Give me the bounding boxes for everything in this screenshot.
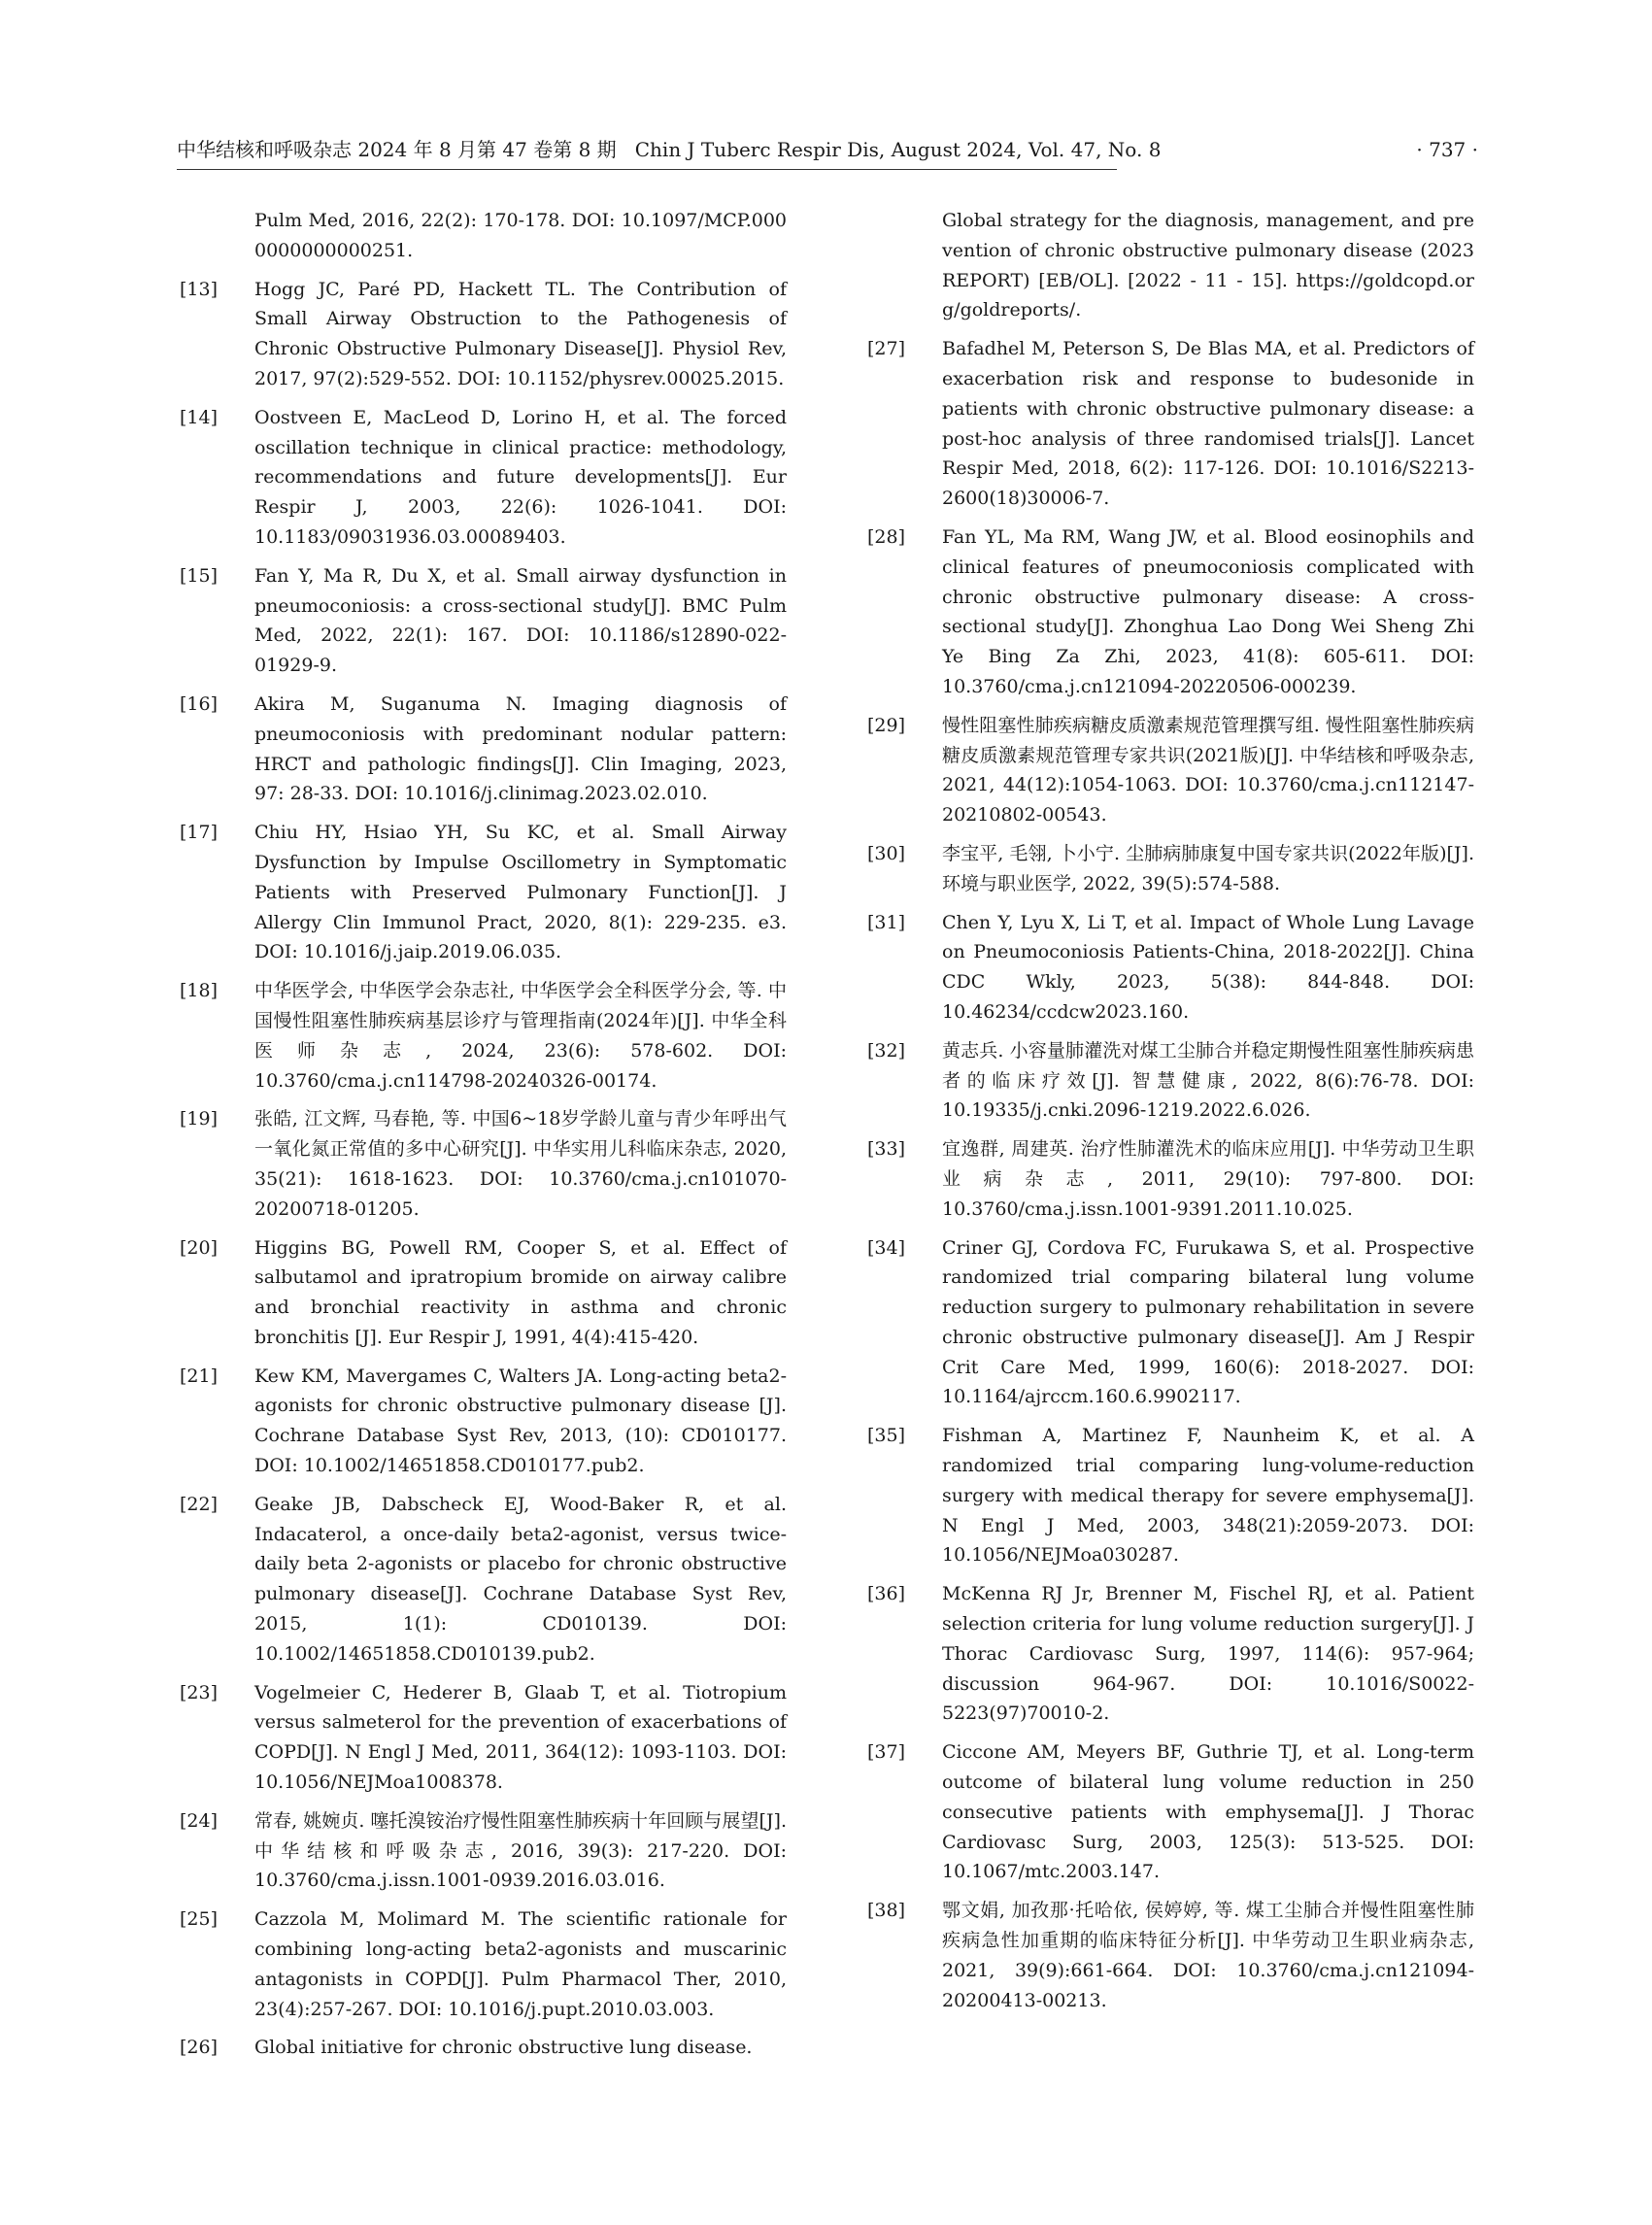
reference-21 <box>180 1362 787 1481</box>
reference-text: 张皓, 江文辉, 马春艳, 等. 中国6~18岁学龄儿童与青少年呼出气一氧化氮正常值的多中心研究[J]. 中华实用儿科临床杂志, 2020, 35(21): 1618-1623. DOI: 10.3760/cma.j.cn101070-20200718-01205. <box>254 1108 787 1220</box>
reference-26 <box>180 2033 787 2063</box>
reference-text: Fan YL, Ma RM, Wang JW, et al. Blood eosinophils and clinical features of pneumoconiosis complicated with chronic obstructive pulmonary disease: A cross-sectional study[J]. Zhonghua Lao Dong Wei Sheng Zhi Ye Bing Za Zhi, 2023, 41(8): 605-611. DOI: 10.3760/cma.j.cn121094-20220506-000239. <box>942 525 1474 697</box>
reference-text: 慢性阻塞性肺疾病糖皮质激素规范管理撰写组. 慢性阻塞性肺疾病糖皮质激素规范管理专家共识(2021版)[J]. 中华结核和呼吸杂志, 2021, 44(12):1054-1063. DOI: 10.3760/cma.j.cn112147-20210802-00543. <box>942 714 1474 826</box>
reference-number: [33] <box>867 1138 906 1161</box>
reference-number: [35] <box>867 1425 906 1447</box>
reference-number: [38] <box>867 1900 906 1922</box>
reference-30 <box>867 839 1474 899</box>
header-rule <box>177 169 1117 170</box>
reference-number: [25] <box>180 1908 219 1931</box>
reference-text: 李宝平, 毛翎, 卜小宁. 尘肺病肺康复中国专家共识(2022年版)[J]. 环境与职业医学, 2022, 39(5):574-588. <box>942 842 1474 894</box>
reference-text: Fan Y, Ma R, Du X, et al. Small airway dysfunction in pneumoconiosis: a cross-sectional study[J]. BMC Pulm Med, 2022, 22(1): 167. DOI: 10.1186/s12890-022-01929-9. <box>254 564 787 677</box>
reference-34 <box>867 1233 1474 1413</box>
left-column <box>180 206 787 2072</box>
reference-number: [13] <box>180 278 219 300</box>
reference-text: 鄂文娟, 加孜那·托哈依, 侯婷婷, 等. 煤工尘肺合并慢性阻塞性肺疾病急性加重期的临床特征分析[J]. 中华劳动卫生职业病杂志, 2021, 39(9):661-664. DOI: 10.3760/cma.j.cn121094-20200413-00213. <box>942 1900 1474 2011</box>
reference-continuation: Pulm Med, 2016, 22(2): 170-178. DOI: 10.1097/MCP.0000000000000251. <box>254 210 787 261</box>
reference-number: [17] <box>180 822 219 844</box>
reference-number: [19] <box>180 1108 219 1130</box>
reference-38 <box>867 1896 1474 2015</box>
reference-number: [36] <box>867 1583 906 1605</box>
reference-number: [14] <box>180 406 219 428</box>
reference-25 <box>180 1905 787 2024</box>
reference-number: [27] <box>867 338 906 360</box>
right-column <box>867 206 1474 2024</box>
reference-24 <box>180 1806 787 1896</box>
reference-text: Bafadhel M, Peterson S, De Blas MA, et al. Predictors of exacerbation risk and response to budesonide in patients with chronic obstructive pulmonary disease: a post-hoc analysis of three randomised trials[J]. Lancet Respir Med, 2018, 6(2): 117-126. DOI: 10.1016/S2213-2600(18)30006-7. <box>942 338 1474 510</box>
reference-number: [21] <box>180 1365 219 1387</box>
reference-number: [31] <box>867 911 906 933</box>
reference-22 <box>180 1490 787 1669</box>
reference-text: Fishman A, Martinez F, Naunheim K, et al. A randomized trial comparing lung-volume-reduction surgery with medical therapy for severe emphysema[J]. N Engl J Med, 2003, 348(21):2059-2073. DOI: 10.1056/NEJMoa030287. <box>942 1425 1474 1567</box>
journal-title-en: Chin J Tuberc Respir Dis, August 2024, Vol. 47, No. 8 <box>634 138 1162 161</box>
reference-text: 中华医学会, 中华医学会杂志社, 中华医学会全科医学分会, 等. 中国慢性阻塞性肺疾病基层诊疗与管理指南(2024年)[J]. 中华全科医师杂志, 2024, 23(6): 578-602. DOI: 10.3760/cma.j.cn114798-20240326-00174. <box>254 980 787 1092</box>
reference-17 <box>180 818 787 967</box>
reference-33 <box>867 1134 1474 1224</box>
reference-text: Geake JB, Dabscheck EJ, Wood-Baker R, et al. Indacaterol, a once-daily beta2-agonist, versus twice-daily beta 2-agonists or placebo for chronic obstructive pulmonary disease[J]. Cochrane Database Syst Rev, 2015, 1(1): CD010139. DOI: 10.1002/14651858.CD010139.pub2. <box>254 1493 787 1665</box>
reference-number: [16] <box>180 692 219 715</box>
reference-13 <box>180 275 787 394</box>
reference-number: [18] <box>180 980 219 1002</box>
reference-text: Ciccone AM, Meyers BF, Guthrie TJ, et al. Long-term outcome of bilateral lung volume reduction in 250 consecutive patients with emphysema[J]. J Thorac Cardiovasc Surg, 2003, 125(3): 513-525. DOI: 10.1067/mtc.2003.147. <box>942 1741 1474 1883</box>
reference-text: Chiu HY, Hsiao YH, Su KC, et al. Small Airway Dysfunction by Impulse Oscillometry in Symptomatic Patients with Preserved Pulmonary Function[J]. J Allergy Clin Immunol Pract, 2020, 8(1): 229-235. e3. DOI: 10.1016/j.jaip.2019.06.035. <box>254 822 787 963</box>
reference-number: [23] <box>180 1681 219 1703</box>
reference-continuation: Global strategy for the diagnosis, management, and prevention of chronic obstructive pulmonary disease (2023 REPORT) [EB/OL]. [2022 - 11 - 15]. https://goldcopd.org/goldreports/. <box>942 210 1474 321</box>
reference-text: Higgins BG, Powell RM, Cooper S, et al. Effect of salbutamol and ipratropium bromide on airway calibre and bronchial reactivity in asthma and chronic bronchitis [J]. Eur Respir J, 1991, 4(4):415-420. <box>254 1236 787 1348</box>
reference-number: [22] <box>180 1493 219 1515</box>
reference-number: [15] <box>180 564 219 587</box>
reference-text: 宜逸群, 周建英. 治疗性肺灌洗术的临床应用[J]. 中华劳动卫生职业病杂志, 2011, 29(10): 797-800. DOI: 10.3760/cma.j.issn.1001-9391.2011.10.025. <box>942 1138 1474 1220</box>
reference-36 <box>867 1579 1474 1729</box>
reference-number: [20] <box>180 1236 219 1259</box>
reference-number: [28] <box>867 525 906 548</box>
reference-text: Kew KM, Mavergames C, Walters JA. Long-acting beta2-agonists for chronic obstructive pulmonary disease [J]. Cochrane Database Syst Rev, 2013, (10): CD010177. DOI: 10.1002/14651858.CD010177.pub2. <box>254 1365 787 1477</box>
reference-29 <box>867 711 1474 830</box>
reference-number: [34] <box>867 1236 906 1259</box>
reference-text: Global initiative for chronic obstructive lung disease. <box>254 2037 753 2059</box>
reference-37 <box>867 1737 1474 1887</box>
reference-text: Criner GJ, Cordova FC, Furukawa S, et al. Prospective randomized trial comparing bilateral lung volume reduction surgery to pulmonary rehabilitation in severe chronic obstructive pulmonary disease[J]. Am J Respir Crit Care Med, 1999, 160(6): 2018-2027. DOI: 10.1164/ajrccm.160.6.9902117. <box>942 1236 1474 1408</box>
reference-number: [37] <box>867 1741 906 1764</box>
reference-text: Hogg JC, Paré PD, Hackett TL. The Contribution of Small Airway Obstruction to the Pathogenesis of Chronic Obstructive Pulmonary Disease[J]. Physiol Rev, 2017, 97(2):529-552. DOI: 10.1152/physrev.00025.2015. <box>254 278 787 389</box>
reference-text: Cazzola M, Molimard M. The scientific rationale for combining long-acting beta2-agonists and muscarinic antagonists in COPD[J]. Pulm Pharmacol Ther, 2010, 23(4):257-267. DOI: 10.1016/j.pupt.2010.03.003. <box>254 1908 787 2020</box>
reference-27 <box>867 334 1474 514</box>
journal-title-cn: 中华结核和呼吸杂志 2024 年 8 月第 47 卷第 8 期 <box>177 138 617 161</box>
reference-text: Oostveen E, MacLeod D, Lorino H, et al. The forced oscillation technique in clinical practice: methodology, recommendations and future developments[J]. Eur Respir J, 2003, 22(6): 1026-1041. DOI: 10.1183/09031936.03.00089403. <box>254 406 787 548</box>
reference-number: [24] <box>180 1809 219 1832</box>
reference-text: 常春, 姚婉贞. 噻托溴铵治疗慢性阻塞性肺疾病十年回顾与展望[J]. 中华结核和呼吸杂志, 2016, 39(3): 217-220. DOI: 10.3760/cma.j.issn.1001-0939.2016.03.016. <box>254 1809 787 1892</box>
reference-text: Chen Y, Lyu X, Li T, et al. Impact of Whole Lung Lavage on Pneumoconiosis Patients-China, 2018-2022[J]. China CDC Wkly, 2023, 5(38): 844-848. DOI: 10.46234/ccdcw2023.160. <box>942 911 1474 1023</box>
reference-text: 黄志兵. 小容量肺灌洗对煤工尘肺合并稳定期慢性阻塞性肺疾病患者的临床疗效[J]. 智慧健康, 2022, 8(6):76-78. DOI: 10.19335/j.cnki.2096-1219.2022.6.026. <box>942 1039 1474 1122</box>
reference-text: Vogelmeier C, Hederer B, Glaab T, et al. Tiotropium versus salmeterol for the prevention of exacerbations of COPD[J]. N Engl J Med, 2011, 364(12): 1093-1103. DOI: 10.1056/NEJMoa1008378. <box>254 1681 787 1794</box>
reference-23 <box>180 1678 787 1798</box>
reference-32 <box>867 1036 1474 1126</box>
reference-number: [26] <box>180 2037 219 2059</box>
page-header <box>177 134 1478 165</box>
reference-number: [30] <box>867 842 906 864</box>
reference-19 <box>180 1104 787 1224</box>
reference-20 <box>180 1233 787 1353</box>
reference-14 <box>180 403 787 553</box>
page-number: · 737 · <box>1416 138 1478 161</box>
reference-15 <box>180 561 787 681</box>
reference-31 <box>867 908 1474 1028</box>
reference-18 <box>180 976 787 1096</box>
reference-number: [29] <box>867 714 906 736</box>
reference-text: Akira M, Suganuma N. Imaging diagnosis of pneumoconiosis with predominant nodular pattern: HRCT and pathologic findings[J]. Clin Imaging, 2023, 97: 28-33. DOI: 10.1016/j.clinimag.2023.02.010. <box>254 692 787 805</box>
reference-text: McKenna RJ Jr, Brenner M, Fischel RJ, et al. Patient selection criteria for lung volume reduction surgery[J]. J Thorac Cardiovasc Surg, 1997, 114(6): 957-964; discussion 964-967. DOI: 10.1016/S0022-5223(97)70010-2. <box>942 1583 1474 1725</box>
reference-number: [32] <box>867 1039 906 1062</box>
reference-28 <box>867 523 1474 702</box>
journal-info <box>177 134 1161 165</box>
reference-16 <box>180 690 787 809</box>
reference-35 <box>867 1421 1474 1570</box>
